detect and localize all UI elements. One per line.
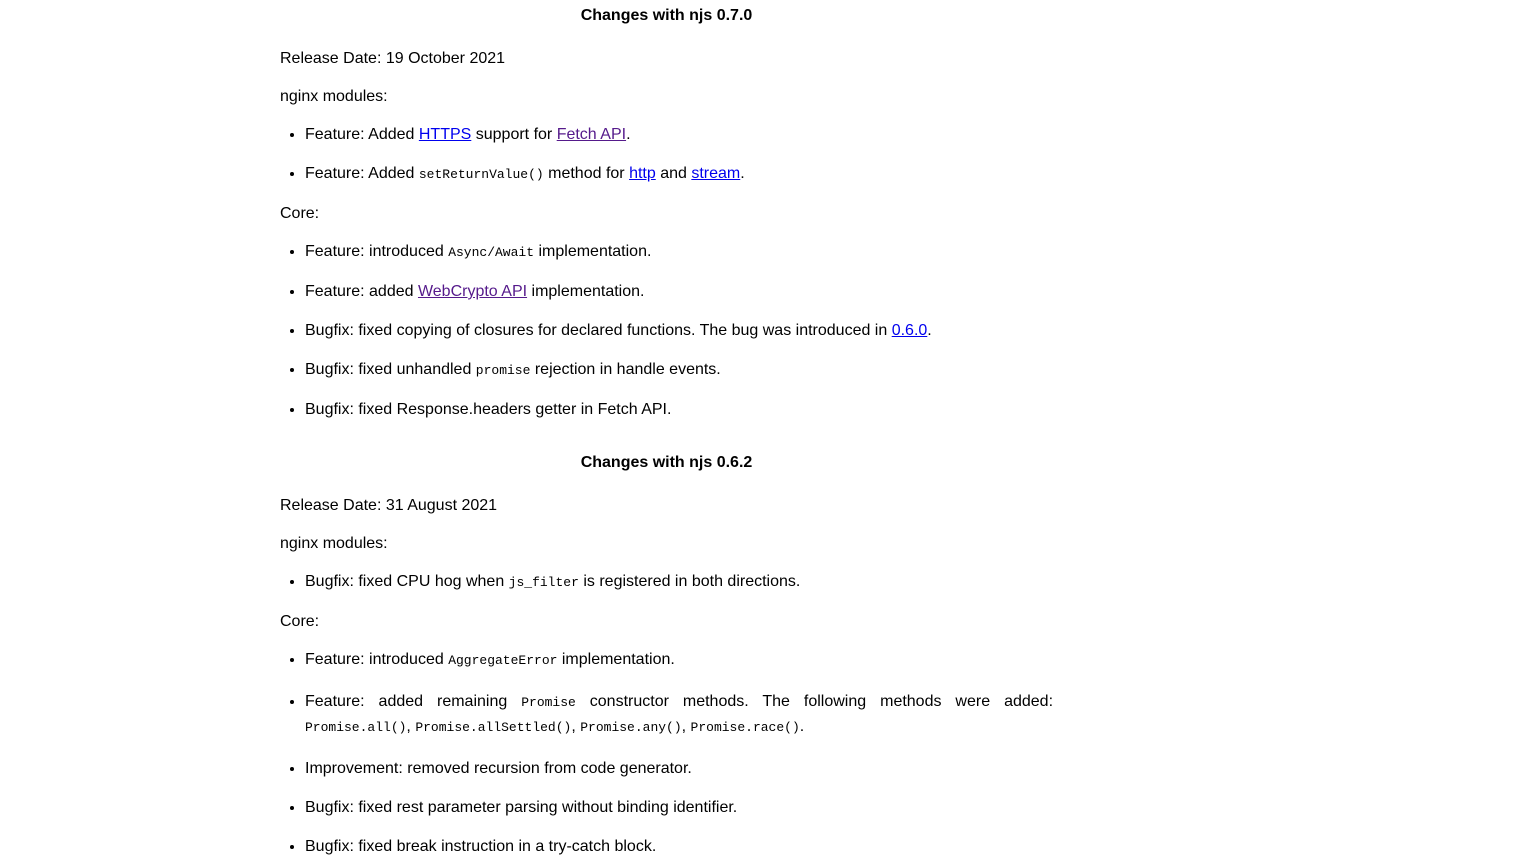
list-item: • Bugfix: fixed unhandled promise rejection in handle events. [305, 360, 1053, 381]
core-list [280, 242, 1053, 420]
core-label: Core: [280, 613, 320, 630]
list-item: • Feature: Added setReturnValue() method for http and stream. [305, 164, 1053, 185]
stream-link[interactable]: stream [691, 165, 741, 182]
version-0-6-0-link[interactable]: 0.6.0 [891, 322, 928, 339]
list-item: • Feature: added WebCrypto API implementation. [305, 282, 1053, 302]
list-item: • Bugfix: fixed CPU hog when js_filter is registered in both directions. [305, 572, 1053, 593]
code-js-filter: js_filter [508, 575, 579, 590]
list-item: • Improvement: removed recursion from code generator. [305, 759, 1053, 779]
fetch-api-link[interactable]: Fetch API [556, 126, 627, 143]
list-item: • Bugfix: fixed copying of closures for declared functions. The bug was introduced in 0.6.0. [305, 321, 1053, 341]
list-item: • Bugfix: fixed Response.headers getter in Fetch API. [305, 400, 1053, 420]
code-setreturnvalue: setReturnValue() [418, 167, 544, 182]
list-item: • Feature: Added HTTPS support for Fetch API. [305, 125, 1053, 145]
code-aggregateerror: AggregateError [448, 653, 558, 668]
code-promise: promise [475, 363, 531, 378]
code-promise-all: Promise.all() [305, 720, 407, 735]
list-item: • Bugfix: fixed break instruction in a try-catch block. [305, 837, 1053, 857]
https-link[interactable]: HTTPS [418, 126, 472, 143]
list-item: • Feature: introduced Async/Await implementation. [305, 242, 1053, 263]
nginx-modules-label: nginx modules: [280, 535, 388, 552]
code-promise-any: Promise.any() [580, 720, 682, 735]
list-item: • Feature: added remaining Promise constructor methods. The following methods were added: Promise.all(), Promise.allSettled(), Promise.any(), Promise.race(). [305, 690, 1053, 740]
code-async-await: Async/Await [448, 245, 535, 260]
release-date: Release Date: 19 October 2021 [280, 50, 506, 67]
core-list [280, 650, 1053, 857]
nginx-modules-label: nginx modules: [280, 88, 388, 105]
core-label: Core: [280, 205, 320, 222]
http-link[interactable]: http [629, 165, 656, 182]
code-promise-allsettled: Promise.allSettled() [415, 720, 572, 735]
list-item: • Bugfix: fixed rest parameter parsing without binding identifier. [305, 798, 1053, 818]
code-promise: Promise [521, 695, 576, 710]
nginx-modules-list [280, 125, 1053, 185]
section-title: Changes with njs 0.6.2 [580, 454, 753, 471]
code-promise-race: Promise.race() [690, 720, 800, 735]
nginx-modules-list [280, 572, 1053, 593]
list-item: • Feature: introduced AggregateError implementation. [305, 650, 1053, 671]
release-date: Release Date: 31 August 2021 [280, 497, 498, 514]
section-title: Changes with njs 0.7.0 [580, 7, 753, 24]
changes-document [280, 0, 1053, 857]
webcrypto-api-link[interactable]: WebCrypto API [417, 283, 528, 300]
